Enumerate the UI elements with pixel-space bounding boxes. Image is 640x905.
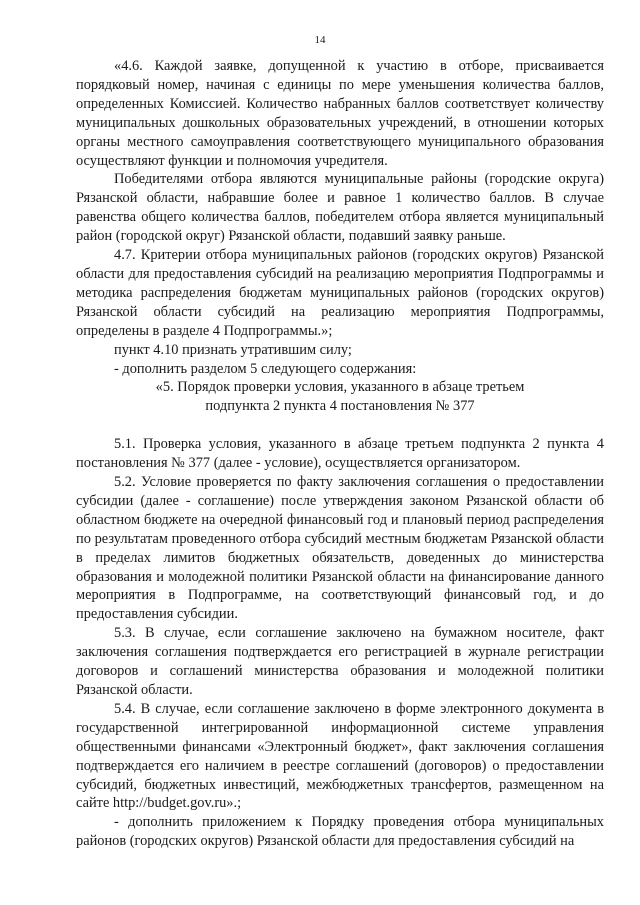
paragraph: 4.7. Критерии отбора муниципальных районов (городских округов) Рязанской области для предоставления субсидий на реализацию мероприятия Подпрограммы и методика распределения бюджетам муниципальных районов (городских округов) Рязанской области субсидий на реализацию мероприятия Подпрограммы, определены в разделе 4 Подпрограммы.»;	[76, 247, 604, 339]
page-number: 14	[314, 34, 326, 46]
paragraph: пункт 4.10 признать утратившим силу;	[114, 341, 352, 358]
paragraph: 5.3. В случае, если соглашение заключено на бумажном носителе, факт заключения соглашения подтверждается его регистрацией в журнале регистрации договоров и соглашений министерства образования и молодежной политики Рязанской области.	[76, 625, 604, 698]
paragraph: подпункта 2 пункта 4 постановления № 377	[205, 398, 475, 415]
paragraph: - дополнить разделом 5 следующего содержания:	[114, 360, 417, 377]
document-body	[76, 57, 604, 851]
paragraph: Победителями отбора являются муниципальные районы (городские округа) Рязанской области, набравшие более и равное 1 количество баллов. В случае равенства общего количества баллов, победителем отбора является муниципальный район (городской округ) Рязанской области, подавший заявку раньше.	[76, 171, 604, 245]
paragraph: «4.6. Каждой заявке, допущенной к участию в отборе, присваивается порядковый номер, начиная с единицы по мере уменьшения количества баллов, определенных Комиссией. Количество набранных баллов соответствует количеству муниципальных дошкольных образовательных учреждений, в отношении которых органы местного самоуправления соответствующего муниципального образования осуществляют функции и полномочия учредителя.	[76, 58, 604, 169]
paragraph: «5. Порядок проверки условия, указанного в абзаце третьем	[155, 379, 525, 396]
paragraph: 5.4. В случае, если соглашение заключено в форме электронного документа в государственной интегрированной информационной системе управления общественными финансами «Электронный бюджет», факт заключения соглашения подтверждается его наличием в реестре соглашений (договоров) о предоставлении субсидий, бюджетных инвестиций, межбюджетных трансфертов, размещенном на сайте http://budget.gov.ru».;	[76, 700, 604, 812]
paragraph: 5.1. Проверка условия, указанного в абзаце третьем подпункта 2 пункта 4 постановления № 377 (далее - условие), осуществляется организатором.	[76, 436, 604, 472]
paragraph: 5.2. Условие проверяется по факту заключения соглашения о предоставлении субсидии (далее - соглашение) после утверждения законом Рязанской области об областном бюджете на очередной финансовый год и плановый период распределения по результатам проведенного отбора субсидий местным бюджетам Рязанской области в пределах лимитов бюджетных обязательств, доведенных до министерства образования и молодежной политики Рязанской области на финансирование данного мероприятия в Подпрограмме, на соответствующий финансовый год, и до предоставления субсидии.	[76, 474, 604, 623]
paragraph: - дополнить приложением к Порядку проведения отбора муниципальных районов (городских округов) Рязанской области для предоставления субсидий на	[76, 814, 604, 850]
